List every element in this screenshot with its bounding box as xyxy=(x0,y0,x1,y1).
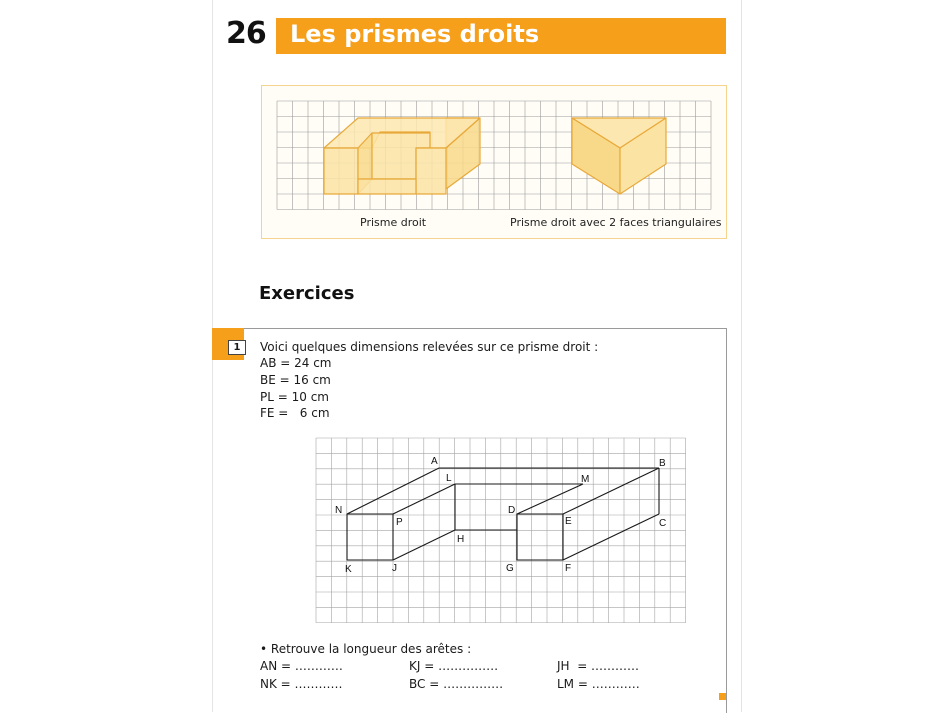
point-label-f: F xyxy=(565,563,572,574)
question: • Retrouve la longueur des arêtes : xyxy=(260,642,472,656)
point-label-b: B xyxy=(659,458,666,469)
point-label-n: N xyxy=(335,505,343,516)
point-label-p: P xyxy=(396,517,403,528)
chapter-title-bar xyxy=(276,18,726,54)
dimension-ab: AB = 24 cm xyxy=(260,356,332,370)
exercise-number: 1 xyxy=(228,340,246,355)
point-label-e: E xyxy=(565,516,572,527)
answer-an: AN = ………… xyxy=(260,659,343,673)
dimension-fe: FE = 6 cm xyxy=(260,406,330,420)
point-label-j: J xyxy=(392,563,397,574)
caption-left: Prisme droit xyxy=(360,216,427,229)
point-label-m: M xyxy=(581,474,590,485)
point-label-d: D xyxy=(508,505,516,516)
example-figure-box xyxy=(261,85,727,239)
point-label-k: K xyxy=(345,564,352,575)
prism-u-shape xyxy=(324,118,480,194)
exercise-prism-diagram xyxy=(315,437,689,623)
exercise-intro: Voici quelques dimensions relevées sur ce prisme droit : xyxy=(260,340,599,354)
point-label-l: L xyxy=(446,473,452,484)
chapter-title: Les prismes droits xyxy=(290,20,540,48)
point-label-h: H xyxy=(457,534,465,545)
point-label-a: A xyxy=(431,456,438,467)
answer-bc: BC = …………… xyxy=(409,677,504,691)
caption-right: Prisme droit avec 2 faces triangulaires xyxy=(510,216,722,229)
point-label-c: C xyxy=(659,518,667,529)
answer-lm: LM = ………… xyxy=(557,677,640,691)
answer-jh: JH = ………… xyxy=(557,659,640,673)
answer-nk: NK = ………… xyxy=(260,677,343,691)
dimension-pl: PL = 10 cm xyxy=(260,390,329,404)
page-corner-mark xyxy=(719,693,726,700)
prism-triangular xyxy=(572,118,666,194)
exercises-heading: Exercices xyxy=(259,283,355,304)
point-label-g: G xyxy=(506,563,514,574)
prism-edges xyxy=(347,468,659,560)
dimension-be: BE = 16 cm xyxy=(260,373,331,387)
answer-kj: KJ = …………… xyxy=(409,659,499,673)
chapter-number: 26 xyxy=(226,16,266,51)
